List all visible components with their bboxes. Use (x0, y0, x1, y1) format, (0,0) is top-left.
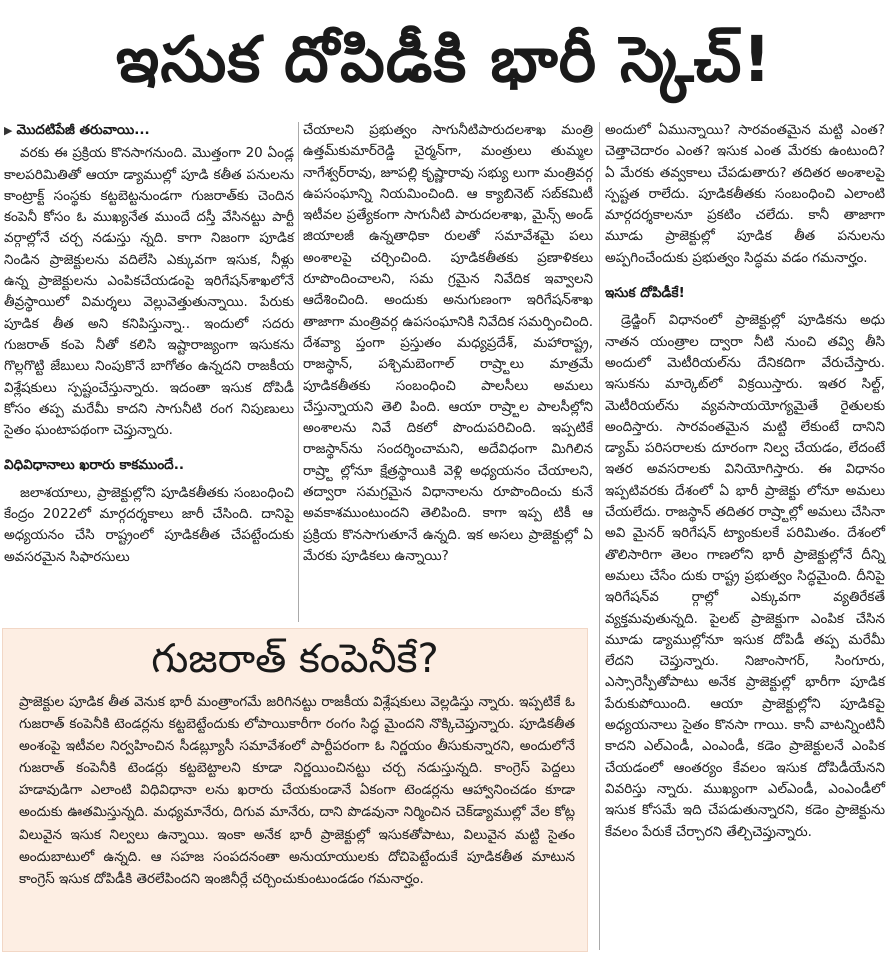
column-3 (605, 120, 885, 843)
triangle-bullet-icon: ▶ (4, 124, 13, 137)
subheading: విధివిధానాలు ఖరారు కాకముందే.. (4, 457, 184, 474)
column-2 (303, 120, 593, 567)
column-divider (599, 122, 600, 950)
paragraph: జలాశయాలు, ప్రాజెక్టుల్లోని పూడికతీతకు సంబంధించి కేంద్రం 2022లో మార్గదర్శకాలు జారీ చేసింది. దానిపై అధ్యయనం చేసి రాష్ట్రంలో పూడికతీత చేపట్టేందుకు అవసరమైన సిఫారసులు (4, 484, 294, 565)
paragraph: ప్రాజెక్టుల పూడిక తీత వెనుక భారీ మంత్రాంగమే జరిగినట్టు రాజకీయ విశ్లేషకులు వెల్లడిస్తు న్నారు. ఇప్పటికే ఓ గుజరాత్ కంపెనీకి టెండర్లను కట్టబెట్టేందుకు లోపాయికారీగా రంగం సిద్ధ మైందని నొక్కిచెప్తున్నారు. పూడికతీత అంశంపై ఇటీవల నిర్వహించిన సీడబ్ల్యూసీ సమావేశంలో పార్టీపరంగా ఓ నిర్ణయం తీసుకున్నారని, అందులోనే గుజరాత్ కంపెనీకి టెండర్లు కట్టబెట్టాలని కూడా నిర్ణయించినట్టు చర్చ నడుస్తున్నది. కాంగ్రెస్ పెద్దలు హడావుడిగా ఎలాంటి విధివిధానా లను ఖరారు చేయకుండానే ఏకంగా టెండర్లను ఆహ్వానించడం కూడా అందుకు ఊతమిస్తున్నది. మధ్యమానేరు, దిగువ మానేరు, దాని పొడవునా నిర్మించిన చెక్‌డ్యాముల్లో వేల కోట్ల విలువైన ఇసుక నిల్వలు ఉన్నాయి. ఇంకా అనేక భారీ ప్రాజెక్టుల్లో ఇసుకతోపాటు, విలువైన మట్టి సైతం అందుబాటులో ఉన్నది. ఆ సహజ సంపదనంతా అనుయాయులకు దోచిపెట్టేందుకే పూడికతీత మాటున కాంగ్రెస్ ఇసుక దోపిడీకి తెరలేపిందని ఇంజినీర్లే చర్చించుకుంటుండడం గమనార్హం. (19, 694, 575, 887)
paragraph: చేయాలని ప్రభుత్వం సాగునీటిపారుదలశాఖ మంత్రి ఉత్తమ్‌కుమార్‌రెడ్డి చైర్మన్‌గా, మంత్రులు తుమ్మల నాగేశ్వర్‌రావు, జూపల్లి కృష్ణారావు సభ్యు లుగా మంత్రివర్గ ఉపసంఘాన్ని నియమించింది. ఆ క్యాబినెట్ సబ్‌కమిటీ ఇటీవల ప్రత్యేకంగా సాగునీటి పారుదలశాఖ, మైన్స్ అండ్ జియాలజీ ఉన్నతాధికా రులతో సమావేశమై పలు అంశాలపై చర్చించింది. పూడికతీతకు ప్రణాళికలు రూపొందించాలని, సమ గ్రమైన నివేదిక ఇవ్వాలని ఆదేశించింది. అందుకు అనుగుణంగా ఇరిగేషన్‌శాఖ తాజాగా మంత్రివర్గ ఉపసంఘానికి నివేదిక సమర్పించింది. దేశవ్యా ప్తంగా ప్రస్తుతం మధ్యప్రదేశ్, మహారాష్ట్ర, రాజస్థాన్, పశ్చిమబెంగాల్ రాష్ర్టాలు మాత్రమే పూడికతీతకు సంబంధించి పాలసీలు అమలు చేస్తున్నాయని తెలి పింది. ఆయా రాష్ర్టాల పాలసీల్లోని అంశాలను నివే దికలో పొందుపరిచింది. ఇప్పటికే రాజస్థాన్‌ను సందర్శించామని, అదేవిధంగా మిగిలిన రాష్ర్టా ల్లోనూ క్షేత్రస్థాయికి వెళ్లి అధ్యయనం చేయాలని, తద్వారా సమగ్రమైన విధానాలను రూపొందించు కునే అవకాశముంటుందని తెలిపింది. కాగా ఇప్ప టికీ ఆ ప్రక్రియ కొనసాగుతూనే ఉన్నది. ఇక అసలు ప్రాజెక్టుల్లో ఏ మేరకు పూడికలు ఉన్నాయి? (303, 122, 593, 564)
paragraph: వరకు ఈ ప్రక్రియ కొనసాగనుంది. మొత్తంగా 20 ఏండ్ల కాలపరిమితితో ఆయా డ్యాముల్లో పూడి కతీత పనులను కాంట్రాక్ట్ సంస్థకు కట్టబెట్టనుండగా గుజరాత్‌కు చెందిన కంపెనీ కోసం ఓ ముఖ్యనేత ముందే దస్తీ వేసినట్టు పార్టీ వర్గాల్లోనే చర్చ నడుస్తు న్నది. కాగా నిజంగా పూడిక నిండిన ప్రాజెక్టులను వదిలేసి ఎక్కువగా ఇసుక, నీళ్లు ఉన్న ప్రాజెక్టులను ఎంపికచేయడంపై ఇరిగేషన్‌శాఖలోనే తీవ్రస్థాయిలో విమర్శలు వెల్లువెత్తుతున్నాయి. పేరుకు పూడిక తీత అని కనిపిస్తున్నా.. ఇందులో సదరు గుజరాత్ కంపె నీతో కలిసి ఇష్టారాజ్యంగా ఇసుకను గొల్లగొట్టి జేబులు నింపుకొనే బాగోతం ఉన్నదని రాజకీయ విశ్లేషకులు స్పష్టంచేస్తున్నారు. ఇదంతా ఇసుక దోపిడీ కోసం తప్ప మరేమీ కాదని సాగునీటి రంగ నిపుణులు సైతం ఘంటాపథంగా చెప్తున్నారు. (4, 145, 294, 439)
column-divider (298, 122, 299, 622)
sidebar-box (2, 628, 588, 952)
paragraph: అందులో ఏమున్నాయి? సారవంతమైన మట్టి ఎంత? చెత్తాచెదారం ఎంత? ఇసుక ఎంత మేరకు ఉంటుంది? ఏ మేరకు తవ్వకాలు చేపడుతారు? తదితర అంశాలపై స్పష్టత రాలేదు. పూడికతీతకు సంబంధించి ఎలాంటి మార్గదర్శకాలనూ ప్రకటిం చలేదు. కానీ తాజాగా మూడు ప్రాజెక్టుల్లో పూడిక తీత పనులను అప్పగించేందుకు ప్రభుత్వం సిద్ధమ వడం గమనార్హం. (605, 122, 885, 266)
sidebar-body (19, 691, 575, 890)
kicker-text: మొదటిపేజీ తరువాయి... (16, 122, 150, 138)
sidebar-title: గుజరాత్ కంపెనీకే? (151, 636, 439, 682)
subheading: ఇసుక దోపిడీకే! (605, 285, 685, 302)
headline: ఇసుక దోపిడీకి భారీ స్కెచ్! (115, 23, 773, 96)
column-1 (4, 120, 294, 568)
paragraph: డ్రెడ్జింగ్ విధానంలో ప్రాజెక్టుల్లో పూడికను అధు నాతన యంత్రాల ద్వారా నీటి నుంచి తవ్వి తీసి అందులో మెటీరియల్‌ను దేనికదిగా వేరుచేస్తారు. ఇసుకను మార్కెట్‌లో విక్రయిస్తారు. ఇతర సిల్ట్, మెటీరియల్‌ను వ్యవసాయయోగ్యమైతే రైతులకు అందిస్తారు. సారవంతమైన మట్టి లేకుంటే దానిని డ్యామ్ పరిసరాలకు దూరంగా నిల్వ చేయడం, లేదంటే ఇతర అవసరాలకు వినియోగిస్తారు. ఈ విధానం ఇప్పటివరకు దేశంలో ఏ భారీ ప్రాజెక్టు లోనూ అమలు చేయలేదు. రాజస్థాన్ తదితర రాష్ర్టాల్లో అమలు చేసినా అవి మైనర్ ఇరిగేషన్ ట్యాంకులకే పరిమితం. దేశంలో తొలిసారిగా తెలం గాణలోని భారీ ప్రాజెక్టుల్లోనే దీన్ని అమలు చేసేం దుకు రాష్ట్ర ప్రభుత్వం సిద్ధమైంది. దీనిపై ఇరిగేషన్‌వ ర్గాల్లో ఎక్కువగా వ్యతిరేకతే వ్యక్తమవుతున్నది. పైలట్ ప్రాజెక్టుగా ఎంపిక చేసిన మూడు డ్యాముల్లోనూ ఇసుక దోపిడీ తప్ప మరేమీ లేదని చెప్తున్నారు. నిజాంసాగర్, సింగూరు, ఎస్సారెస్పీతోపాటు అనేక ప్రాజెక్టుల్లో భారీగా పూడిక పేరుకుపోయింది. ఆయా ప్రాజెక్టుల్లోని పూడికపై అధ్యయనాలు సైతం కొనసా గాయి. కానీ వాటన్నింటినీ కాదని ఎల్ఎండీ, ఎంఎండీ, కడెం ప్రాజెక్టులనే ఎంపిక చేయడంలో ఆంతర్యం కేవలం ఇసుక దోపిడీయేనని వివరిస్తు న్నారు. ముఖ్యంగా ఎల్ఎండీ, ఎంఎండీలో ఇసుక కోసమే ఇది చేపడుతున్నారని, కడెం ప్రాజెక్టును కేవలం పేరుకే చేర్చారని తేల్చిచెప్తున్నారు. (605, 312, 885, 840)
kicker (4, 120, 294, 141)
